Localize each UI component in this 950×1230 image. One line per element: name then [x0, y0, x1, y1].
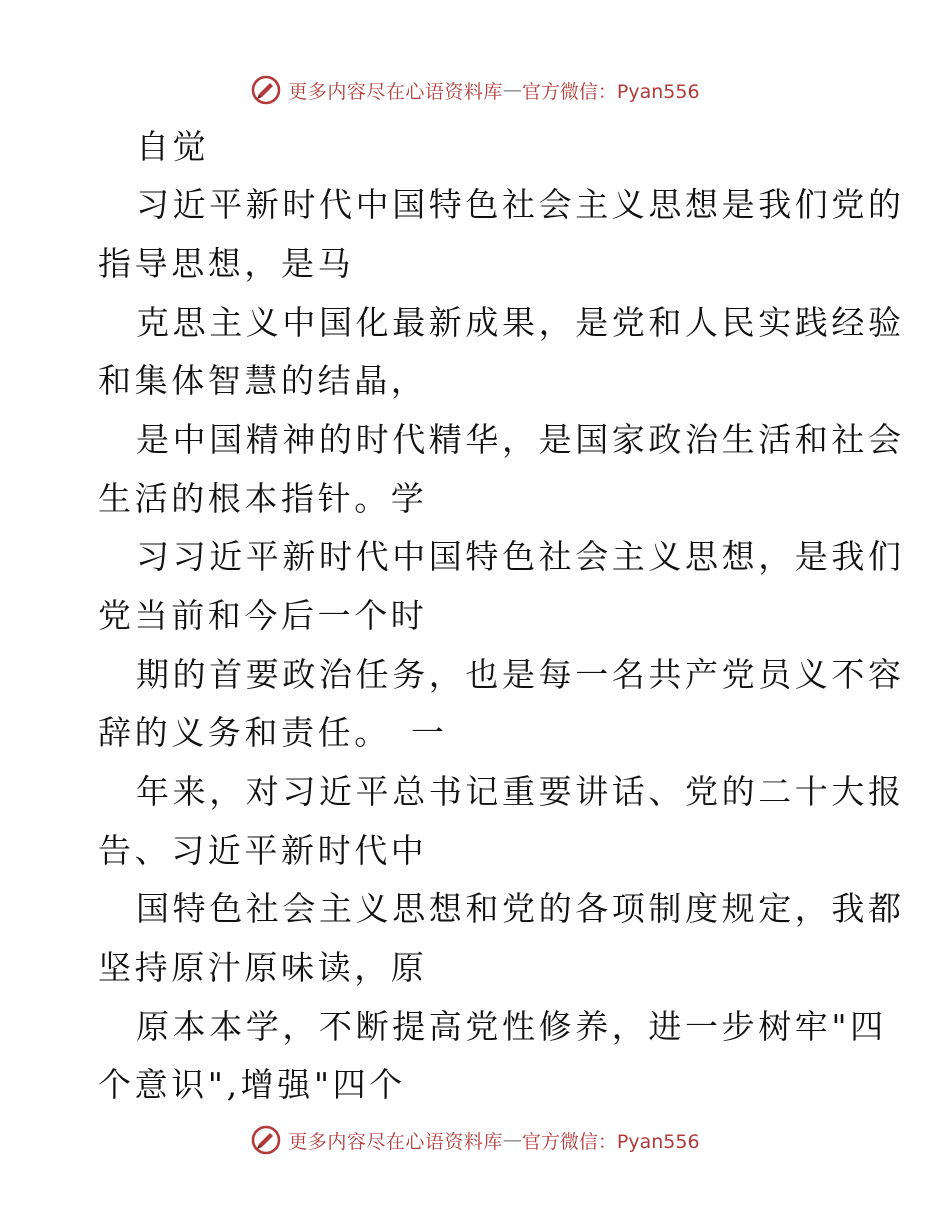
text-line: 坚持原汁原味读，原 [98, 948, 428, 987]
watermark-contact: 官方微信：Pyan556 [521, 1130, 700, 1153]
text-line: 原本本学，不断提高党性修养，进一步树牢"四 [136, 1007, 887, 1046]
text-line: 告、习近平新时代中 [98, 831, 428, 870]
watermark-separator: — [502, 1129, 522, 1151]
brand-logo-icon [250, 74, 282, 106]
text-line: 年来，对习近平总书记重要讲话、党的二十大报 [136, 772, 905, 811]
text-line: 个意识",增强"四个 [98, 1065, 406, 1104]
text-line: 是中国精神的时代精华，是国家政治生活和社会 [136, 420, 905, 459]
text-line: 习近平新时代中国特色社会主义思想是我们党的 [136, 185, 905, 224]
watermark-brand: 更多内容尽在心语资料库 [288, 1130, 503, 1153]
text-line: 党当前和今后一个时 [98, 596, 428, 635]
text-line: 期的首要政治任务，也是每一名共产党员义不容 [136, 655, 905, 694]
header-watermark [0, 70, 950, 110]
text-line: 和集体智慧的结晶， [98, 361, 428, 400]
watermark-contact: 官方微信：Pyan556 [521, 80, 700, 103]
brand-logo-icon [250, 1124, 282, 1156]
text-line: 国特色社会主义思想和党的各项制度规定，我都 [136, 889, 905, 928]
footer-watermark [0, 1120, 950, 1160]
text-line: 习习近平新时代中国特色社会主义思想，是我们 [136, 537, 905, 576]
watermark-separator: — [502, 79, 522, 101]
watermark-brand: 更多内容尽在心语资料库 [288, 80, 503, 103]
text-line: 克思主义中国化最新成果，是党和人民实践经验 [136, 303, 905, 342]
text-line: 指导思想，是马 [98, 244, 355, 283]
text-line: 生活的根本指针。学 [98, 479, 428, 518]
text-line: 自觉 [136, 127, 210, 166]
text-line: 辞的义务和责任。 一 [98, 713, 448, 752]
